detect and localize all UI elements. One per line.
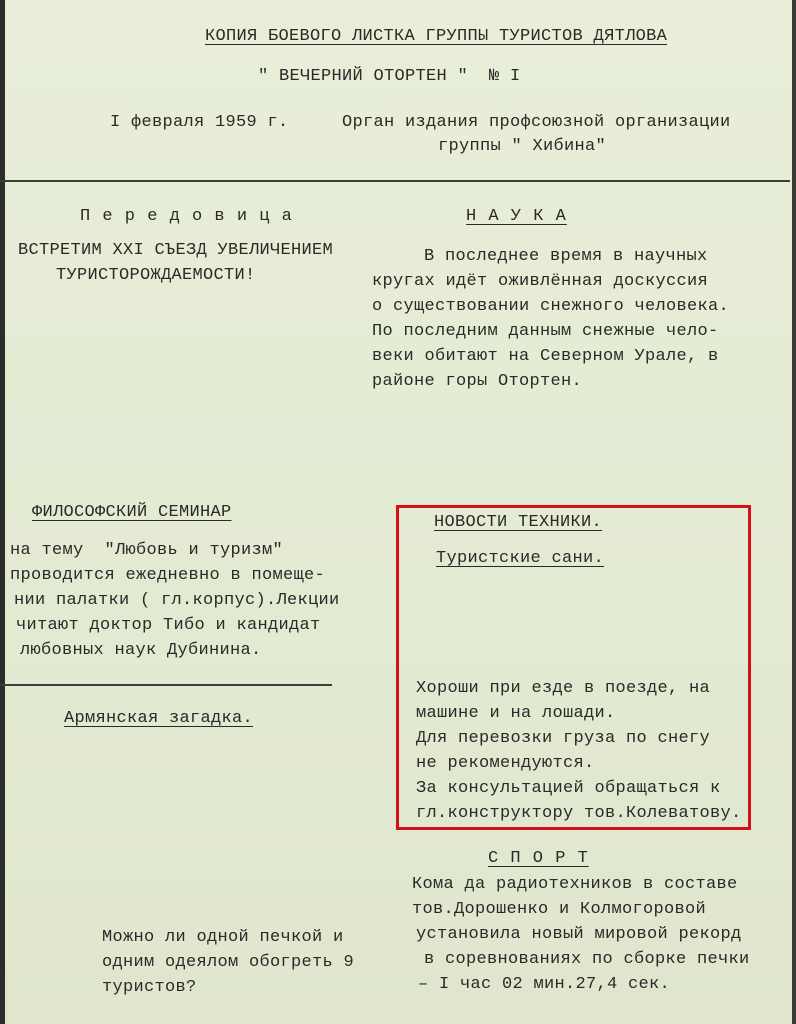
tech-news-line: Хороши при езде в поезде, на [416, 679, 711, 698]
sport-line: – I час 02 мин.27,4 сек. [418, 975, 671, 994]
riddle-line: Можно ли одной печкой и [102, 928, 344, 947]
organ-line-1: Орган издания профсоюзной организации [342, 113, 731, 132]
sport-line: установила новый мировой рекорд [416, 925, 742, 944]
science-line: районе горы Отортен. [372, 372, 583, 391]
tech-news-line: машине и на лошади. [416, 704, 616, 723]
science-line: В последнее время в научных [424, 247, 708, 266]
tech-news-line: не рекомендуются. [416, 754, 595, 773]
newsletter-name: " ВЕЧЕРНИЙ ОТОРТЕН " № I [258, 67, 521, 86]
sport-line: тов.Дорошенко и Колмогоровой [412, 900, 707, 919]
issue-date: I февраля 1959 г. [110, 113, 289, 132]
tech-news-line: Для перевозки груза по снегу [416, 729, 711, 748]
editorial-heading: П е р е д о в и ц а [80, 207, 293, 226]
science-line: По последним данным снежные чело- [372, 322, 719, 341]
sport-line: в соревнованиях по сборке печки [424, 950, 750, 969]
seminar-line: читают доктор Тибо и кандидат [16, 616, 321, 635]
seminar-heading: ФИЛОСОФСКИЙ СЕМИНАР [32, 503, 232, 522]
seminar-line: на тему "Любовь и туризм" [10, 541, 284, 560]
scan-edge-right [792, 0, 796, 1024]
organ-line-2: группы " Хибина" [438, 137, 607, 156]
seminar-divider [0, 684, 332, 686]
science-line: веки обитают на Северном Урале, в [372, 347, 719, 366]
science-line: о существовании снежного человека. [372, 297, 730, 316]
tech-news-heading: НОВОСТИ ТЕХНИКИ. [434, 513, 603, 532]
editorial-line-2: ТУРИСТОРОЖДАЕМОСТИ! [56, 266, 256, 285]
scan-edge-left [0, 0, 5, 1024]
header-divider [0, 180, 790, 182]
seminar-line: проводится ежедневно в помеще- [10, 566, 326, 585]
riddle-line: туристов? [102, 978, 197, 997]
document-title: КОПИЯ БОЕВОГО ЛИСТКА ГРУППЫ ТУРИСТОВ ДЯТЛОВА [205, 27, 668, 46]
sport-line: Кома да радиотехников в составе [412, 875, 738, 894]
riddle-heading: Армянская загадка. [64, 709, 254, 728]
science-heading: Н А У К А [466, 207, 567, 226]
sport-heading: С П О Р Т [488, 849, 589, 868]
seminar-line: любовных наук Дубинина. [20, 641, 262, 660]
seminar-line: нии палатки ( гл.корпус).Лекции [14, 591, 340, 610]
science-line: кругах идёт оживлённая доскуссия [372, 272, 709, 291]
tech-news-line: гл.конструктору тов.Колеватову. [416, 804, 742, 823]
riddle-line: одним одеялом обогреть 9 [102, 953, 355, 972]
tech-news-subheading: Туристские сани. [436, 549, 605, 568]
tech-news-line: За консультацией обращаться к [416, 779, 721, 798]
editorial-line-1: ВСТРЕТИМ XXI СЪЕЗД УВЕЛИЧЕНИЕМ [18, 241, 334, 260]
